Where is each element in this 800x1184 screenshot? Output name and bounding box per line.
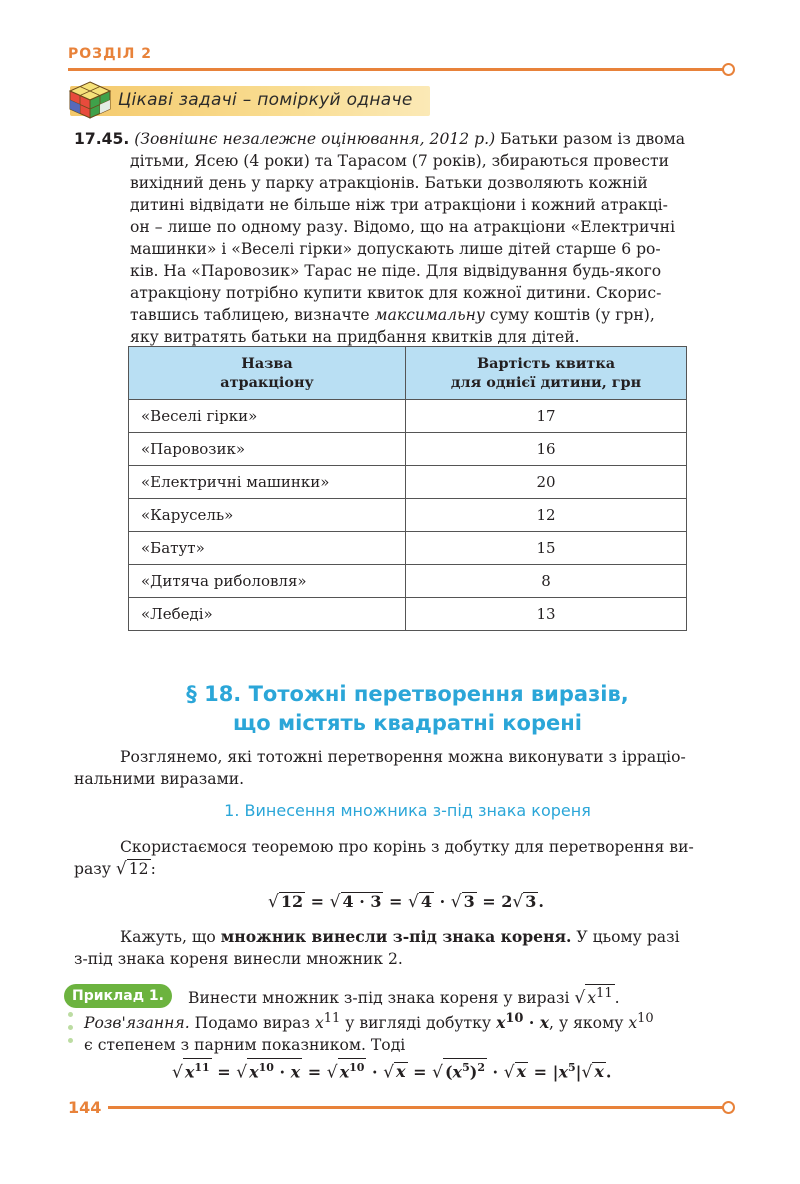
table-row bbox=[129, 466, 687, 499]
problem-17-45 bbox=[74, 128, 738, 348]
attraction-price: 8 bbox=[406, 565, 687, 598]
table-row bbox=[129, 565, 687, 598]
table-row bbox=[129, 433, 687, 466]
attraction-name: «Дитяча риболовля» bbox=[129, 565, 406, 598]
attraction-name: «Веселі гірки» bbox=[129, 400, 406, 433]
table-row bbox=[129, 532, 687, 565]
attraction-price: 17 bbox=[406, 400, 687, 433]
attraction-name: «Карусель» bbox=[129, 499, 406, 532]
table-row bbox=[129, 598, 687, 631]
problem-line: вихідний день у парку атракціонів. Батьки дозволяють кожній bbox=[130, 174, 648, 192]
example-task: Винести множник з-під знака кореня у виразі √ $x^{11}$ . bbox=[188, 986, 620, 1009]
problem-line: тавшись таблицею, визначте bbox=[130, 306, 370, 324]
attraction-name: «Паровозик» bbox=[129, 433, 406, 466]
formula-sqrt-12: √ 12 = √ 4 · 3 = √ 4 · √ 3 = 2√ 3 . bbox=[268, 892, 544, 912]
attraction-price: 12 bbox=[406, 499, 687, 532]
page-number: 144 bbox=[68, 1098, 102, 1117]
banner-title: Цікаві задачі – поміркуй одначе bbox=[118, 90, 413, 110]
table-header-price: Вартість квитка для однієї дитини, грн bbox=[406, 347, 687, 400]
section-18-title: § 18. Тотожні перетворення виразів, що містять квадратні корені bbox=[186, 682, 629, 735]
table-row bbox=[129, 499, 687, 532]
problem-line: дитині відвідати не більше ніж три атракціони і кожний атракці- bbox=[130, 196, 668, 214]
attraction-name: «Лебеді» bbox=[129, 598, 406, 631]
problem-line: машинки» і «Веселі гірки» допускають лише дітей старше 6 ро- bbox=[130, 240, 661, 258]
problem-line: суму коштів (у грн), bbox=[484, 306, 655, 324]
problem-line: Батьки разом із двома bbox=[495, 130, 686, 148]
example-solution: Розв'язання. Подамо вираз $x^{11}$ у вигляді добутку $x^{10} \cdot x$, у якому $x^{10}$ є степенем з парним показником. Тоді bbox=[84, 1011, 654, 1055]
problem-line: яку витратять батьки на придбання квитків для дітей. bbox=[130, 328, 580, 346]
footer-rule bbox=[108, 1106, 724, 1109]
table-row bbox=[129, 400, 687, 433]
solution-label: Розв'язання. bbox=[84, 1014, 190, 1033]
subsection-title: 1. Винесення множника з-під знака кореня bbox=[224, 801, 591, 820]
rubiks-cube-icon bbox=[68, 80, 112, 120]
definition-paragraph: Кажуть, що множник винесли з-під знака кореня. У цьому разі з-під знака кореня винесли множник 2. bbox=[74, 927, 680, 968]
problem-line: атракціону потрібно купити квиток для кожної дитини. Скорис- bbox=[130, 284, 662, 302]
attraction-price: 16 bbox=[406, 433, 687, 466]
attraction-price: 15 bbox=[406, 532, 687, 565]
formula-sqrt-x11: √ $x^{11}$ = √ $x^{10} \cdot x$ = √ $x^{10}$ · √ x = √ $(x^5)^2$ · √ $x = |x^5|√$ x . bbox=[172, 1058, 611, 1082]
problem-line: он – лише по одному разу. Відомо, що на атракціони «Електричні bbox=[130, 218, 676, 236]
attractions-price-table bbox=[128, 346, 687, 631]
attraction-price: 13 bbox=[406, 598, 687, 631]
problem-number: 17.45. bbox=[74, 130, 130, 148]
header-rule-end-dot bbox=[722, 63, 735, 76]
problem-line: ків. На «Паровозик» Тарас не піде. Для відвідування будь-якого bbox=[130, 262, 662, 280]
interesting-problems-banner bbox=[70, 86, 430, 116]
attraction-price: 20 bbox=[406, 466, 687, 499]
problem-emphasis: максимальну bbox=[374, 306, 485, 324]
intro-paragraph: Розглянемо, які тотожні перетворення можна виконувати з ірраціо- нальними виразами. bbox=[74, 748, 686, 788]
problem-source: (Зовнішнє незалежне оцінювання, 2012 р.) bbox=[134, 130, 496, 148]
attraction-name: «Батут» bbox=[129, 532, 406, 565]
footer-rule-end-dot bbox=[722, 1101, 735, 1114]
problem-line: дітьми, Ясею (4 роки) та Тарасом (7 років), збираються провести bbox=[130, 152, 669, 170]
theorem-paragraph: Скористаємося теоремою про корінь з добутку для перетворення ви- разу √ 12 : bbox=[74, 838, 694, 879]
table-header-name: Назва атракціону bbox=[129, 347, 406, 400]
header-rule bbox=[68, 68, 723, 71]
example-1-badge: Приклад 1. bbox=[64, 984, 172, 1008]
attraction-name: «Електричні машинки» bbox=[129, 466, 406, 499]
solution-dots bbox=[68, 1012, 74, 1051]
section-label: РОЗДІЛ 2 bbox=[68, 46, 153, 62]
